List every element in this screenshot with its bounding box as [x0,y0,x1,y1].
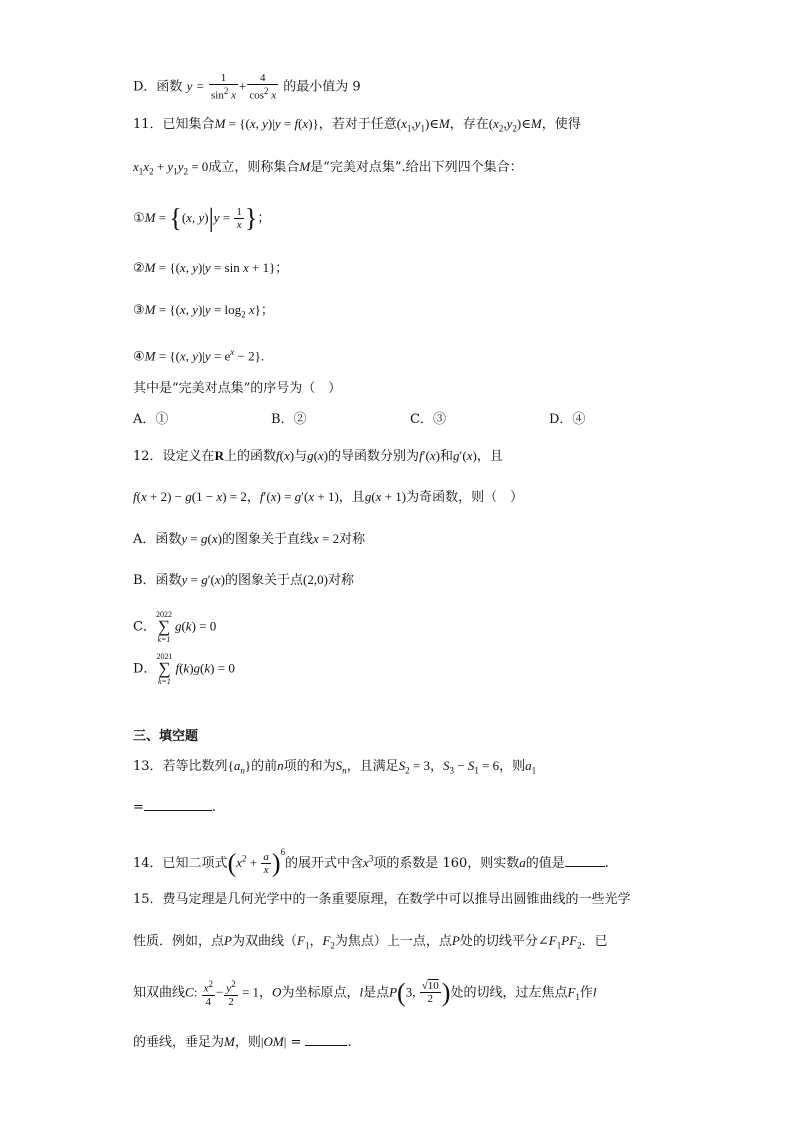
q12-number: 12． [133,449,163,464]
fraction-1-over-sin2x: $\frac{1}{\sin^2 x}$ [210,72,236,102]
q15-line-3: 知双曲线C: $\frac{x^2}{4}$ − $\frac{y^2}{2}$ = 1，O为坐标原点，l是点P(3, $\frac{√10}{2}$ )处的切线，过左焦点$F_1$作l [133,977,597,1008]
q11-set-3[interactable]: ③M = {(x, $y)|y = \log_2 x$}； [133,302,274,320]
q11-question: 其中是“完美对点集”的序号为（ ） [133,381,342,396]
q13-answer-blank[interactable] [144,796,212,811]
q11-option-d[interactable]: D．④ [549,412,586,427]
fraction-4-over-cos2x: $\frac{4}{\cos^2 x}$ [249,72,277,102]
q11-line-2: $x_1x_2 + y_1y_2 = 0$成立，则称集合M是“完美对点集”.给出下列四个集合： [133,159,523,177]
fraction-y2-over-2: $\frac{y^2}{2}$ [226,979,236,1008]
q15-number: 15． [133,892,163,907]
q13-line-2: = . [133,796,216,818]
q15-line-2: 性质．例如，点P为双曲线（$F_1$，$F_2$为焦点）上一点，点P处的切线平分$\angle F_1PF_2$．已 [133,933,608,951]
q15-answer-blank[interactable] [305,1031,347,1046]
q12-option-c[interactable]: C．2022 ∑ k=1g(k) = 0 [133,610,217,644]
q15-line-4: 的垂线，垂足为M，则|OM| = . [133,1031,352,1053]
q15-line-1: 15．费马定理是几何光学中的一条重要原理，在数学中可以推导出圆锥曲线的一些光学 [133,892,631,907]
q12-line-2: f(x + 2) − g(1 − x) = 2，f′(x) = g′(x + 1)，且g(x + 1)为奇函数，则（ ） [133,489,524,505]
q11-option-a[interactable]: A．① [133,412,169,427]
q14-number: 14． [133,856,163,871]
q11-option-c[interactable]: C．③ [410,412,446,427]
q11-option-b[interactable]: B．② [271,412,307,427]
section-title-fill-in: 三、填空题 [133,729,199,744]
fraction-x2-over-4: $\frac{x^2}{4}$ [203,979,213,1008]
q13-number: 13． [133,759,163,774]
summation-2021: 2021 ∑ k=1 [156,652,173,686]
q12-option-d[interactable]: D．2021 ∑ k=1f(k)g(k) = 0 [133,652,235,686]
fraction-1-over-x: $\frac{1}{x}$ [236,206,242,231]
q14-line: 14．已知二项式($x^2$ + $\frac{a}{x}$ )$^6$的展开式中含$x^3$项的系数是 160，则实数a的值是 . [133,847,609,878]
q12-option-b[interactable]: B．函数y = g′(x)的图象关于点(2,0)对称 [133,572,354,588]
q14-answer-blank[interactable] [565,852,605,867]
q11-set-4[interactable]: ④M = {(x, $y)|y = e^x - 2$}. [133,347,265,365]
fraction-a-over-x: $\frac{a}{x}$ [263,851,269,876]
summation-2022: 2022 ∑ k=1 [155,610,172,644]
fraction-sqrt10-over-2: $\frac{√10}{2}$ [421,980,439,1006]
q13-line-1: 13．若等比数列$\{a_n\}$的前n项的和为$S_n$，且满足$S_2 = 3$，$S_3 - S_1 = 6$，则$a_1$ [133,758,537,776]
q11-line-1: 11．已知集合M = {(x, y)|y = f(x)}，若对于任意$(x_1,y_1)\in M$，存在$(x_2,y_2)\in M$，使得 [133,116,581,134]
q11-number: 11． [133,117,163,132]
q11-options [133,410,585,430]
q12-line-1: 12．设定义在R上的函数f(x)与g(x)的导函数分别为f′(x)和g′(x)，且 [133,448,503,464]
q11-set-2[interactable]: ②M = {(x, y)|y = sin x + 1}； [133,260,289,276]
q11-set-1[interactable]: ①M = {(x, y)|y = $\frac{1}{x}$ }； [133,203,271,233]
q12-option-a[interactable]: A．函数y = g(x)的图象关于直线x = 2对称 [133,531,366,547]
q10-option-d[interactable]: D．函数 y = $\frac{1}{\sin^2 x}$ + $\frac{4}{\cos^2 x}$ 的最小值为 9 [133,72,361,102]
